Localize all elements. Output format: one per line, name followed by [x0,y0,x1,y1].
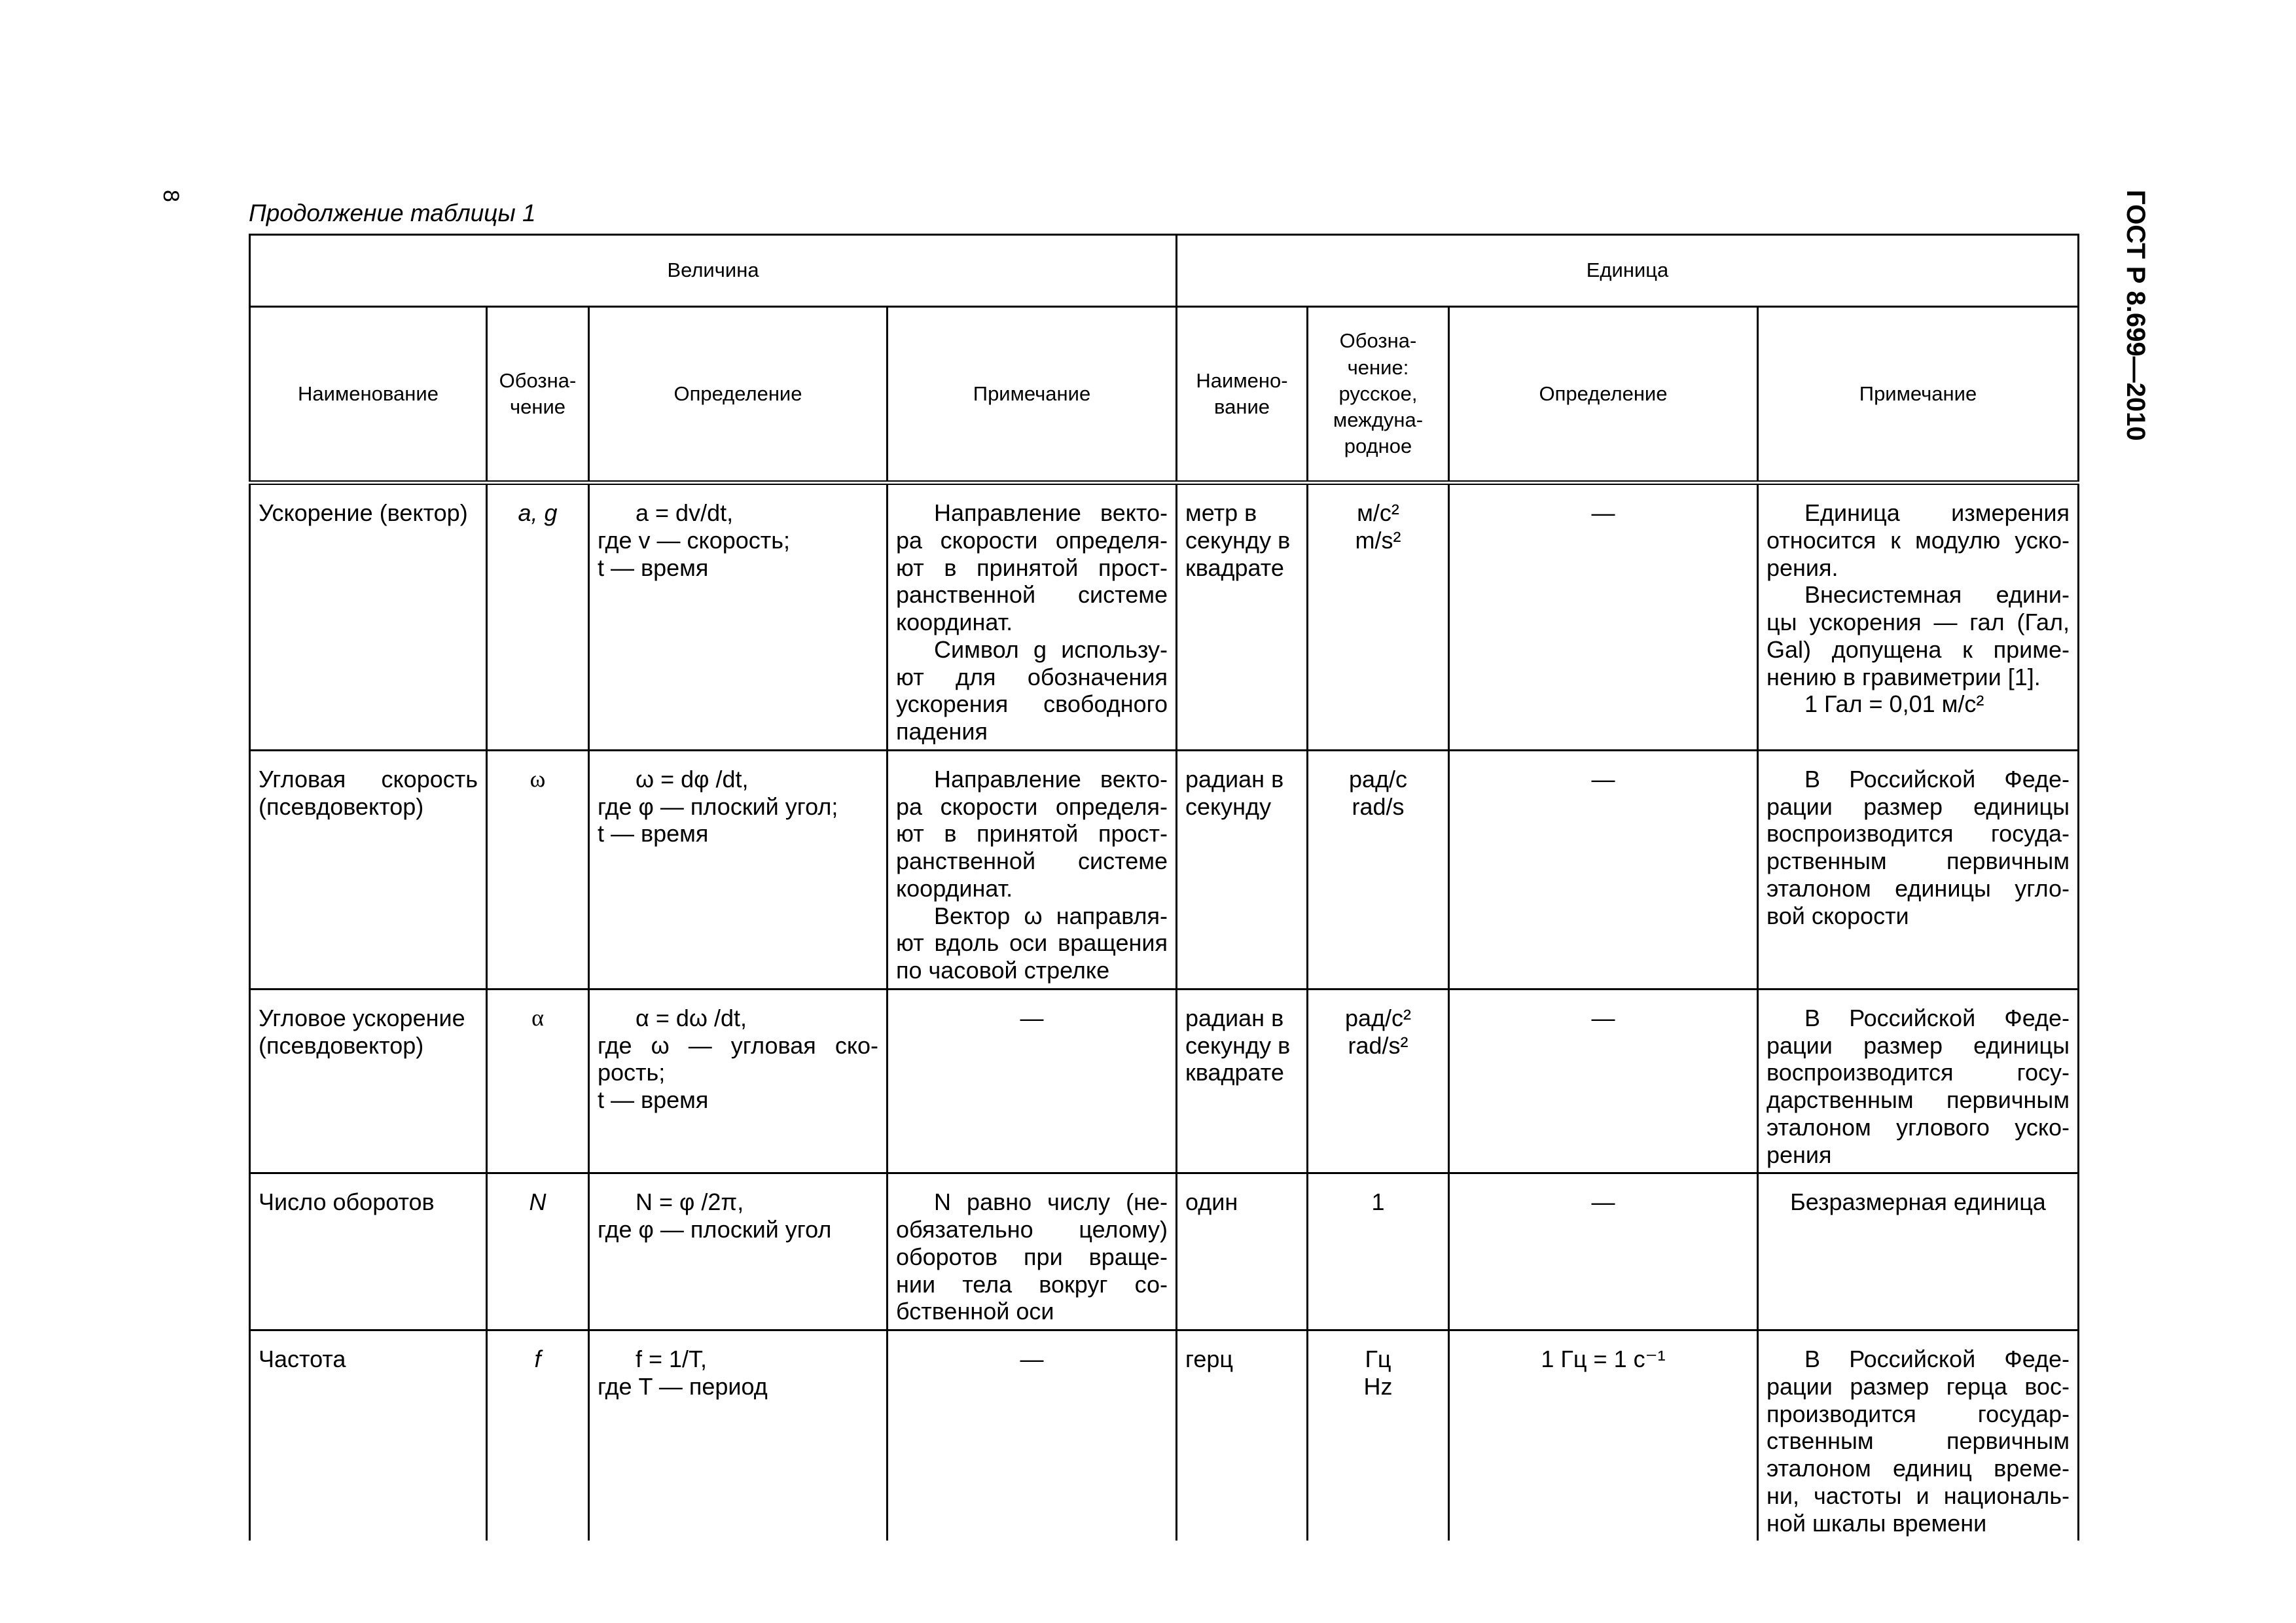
table-row [250,1330,2079,1541]
quantity-symbol: α [531,1004,544,1031]
quantity-note-cell [888,989,1177,1173]
quantity-note-paragraph: Направление векто-ра скорости определя-ют в принятой прост-ранственной системе координат. [896,499,1168,635]
quantity-symbol-cell [487,750,589,989]
definition-formula: α = dω /dt, [636,1004,747,1031]
unit-name: герц [1185,1346,1234,1372]
unit-definition: — [1591,1004,1615,1031]
header-column-row [250,307,2079,483]
page-number: 8 [158,190,183,202]
unit-definition-cell [1449,1173,1758,1330]
unit-note-paragraph: 1 Гал = 0,01 м/с² [1804,690,1984,718]
quantity-name: Ускорение (вектор) [259,499,468,526]
quantity-definition-cell [589,483,888,751]
unit-symbol-russian: Гц [1365,1346,1391,1372]
quantity-note-paragraph: Направление векто-ра скорости определя-ют в принятой прост-ранственной системе координат. [896,765,1168,902]
unit-definition: — [1591,765,1615,793]
unit-note-paragraph: Внесистемная едини-цы ускорения — гал (Гал, Gal) допущена к приме-нению в гравиметрии [1]. [1767,581,2070,690]
unit-symbol-russian: м/с² [1357,499,1399,526]
quantity-name-cell [250,1173,487,1330]
quantity-definition-cell [589,750,888,989]
unit-note-cell [1758,989,2079,1173]
quantity-note-cell [888,1173,1177,1330]
quantity-note-paragraph: N равно числу (не-обязательно целому) оборотов при враще-нии тела вокруг со-бственной оси [896,1188,1168,1325]
definition-formula: a = dv/dt, [636,499,734,526]
quantity-name: Число оборотов [259,1188,435,1216]
unit-name-cell [1177,1330,1308,1541]
quantity-symbol: a, g [518,499,558,526]
unit-symbol-russian: рад/с [1348,765,1408,793]
definition-formula: ω = dφ /dt, [636,765,749,793]
unit-symbol-russian: рад/с² [1344,1004,1412,1031]
unit-note-cell [1758,1330,2079,1541]
table-row [250,989,2079,1173]
unit-name: метр в секунду в квадрате [1185,499,1291,581]
quantity-definition-cell [589,1330,888,1541]
header-unit-symbol: Обозна- чение: русское, междуна- родное [1308,307,1449,483]
quantity-note-paragraph: — [1020,1004,1044,1031]
definition-where: где ω — угловая ско-рость; [598,1031,878,1086]
unit-definition: — [1591,499,1615,526]
header-quantity-definition: Определение [589,307,888,483]
quantity-name-cell [250,989,487,1173]
unit-name-cell [1177,989,1308,1173]
unit-note-cell [1758,750,2079,989]
unit-definition-cell [1449,1330,1758,1541]
quantity-note-cell [888,750,1177,989]
header-quantity-name: Наименование [250,307,487,483]
unit-symbol-cell [1308,1330,1449,1541]
definition-where: где v — скорость; [598,526,791,554]
unit-symbol-cell [1308,1173,1449,1330]
definition-formula: N = φ /2π, [636,1188,744,1216]
unit-name-cell [1177,1173,1308,1330]
unit-name-cell [1177,750,1308,989]
unit-name: один [1185,1188,1238,1216]
quantity-definition-cell [589,989,888,1173]
unit-name-cell [1177,483,1308,751]
unit-symbol-russian: 1 [1371,1188,1385,1216]
quantity-note-cell [888,483,1177,751]
definition-formula: f = 1/T, [636,1346,708,1372]
quantity-name-cell [250,483,487,751]
table-row [250,483,2079,751]
quantity-symbol: f [534,1346,541,1372]
header-quantity-note: Примечание [888,307,1177,483]
quantity-symbol-cell [487,989,589,1173]
header-quantity-group: Величина [250,235,1177,307]
unit-note-paragraph: В Российской Феде-рации размер герца вос-производится государ-ственным первичным эталоном единиц време-ни, частоты и националь-ной шкалы времени [1767,1346,2070,1537]
definition-time: t — время [598,554,709,581]
definition-time: t — время [598,1086,709,1113]
unit-symbol-cell [1308,989,1449,1173]
quantity-note-paragraph: Символ g использу-ют для обозначения ускорения свободного падения [896,635,1168,745]
unit-note-paragraph: Единица измерения относится к модулю уско-рения. [1767,499,2070,581]
quantity-name: Угловая скорость (псевдовектор) [259,765,478,820]
unit-symbol-international: Hz [1363,1372,1393,1400]
unit-note-cell [1758,1173,2079,1330]
header-quantity-symbol: Обозна- чение [487,307,589,483]
unit-name: радиан в секунду [1185,765,1284,820]
units-table [249,234,2079,1541]
unit-definition-cell [1449,483,1758,751]
definition-time: t — время [598,820,709,847]
standard-identifier: ГОСТ Р 8.699—2010 [2121,190,2150,441]
unit-definition: 1 Гц = 1 с⁻¹ [1541,1346,1666,1372]
quantity-name: Угловое ускорение (псевдовектор) [259,1004,465,1059]
definition-where: где φ — плоский угол [598,1216,832,1243]
unit-symbol-cell [1308,483,1449,751]
quantity-symbol: ω [529,765,546,792]
header-unit-group: Единица [1177,235,2079,307]
quantity-symbol-cell [487,483,589,751]
quantity-note-cell [888,1330,1177,1541]
unit-symbol-international: rad/s² [1348,1031,1408,1059]
unit-symbol-international: m/s² [1355,526,1401,554]
table-row [250,1173,2079,1330]
unit-symbol-international: rad/s [1352,793,1405,820]
table-row [250,750,2079,989]
unit-note-paragraph: В Российской Феде-рации размер единицы воспроизводится госу-дарственным первичным эталоном углового уско-рения [1767,1004,2070,1168]
quantity-symbol: N [529,1188,547,1216]
table-caption: Продолжение таблицы 1 [249,200,536,226]
quantity-definition-cell [589,1173,888,1330]
unit-definition: — [1591,1188,1615,1216]
unit-note-paragraph: В Российской Феде-рации размер единицы воспроизводится госуда-рственным первичным эталоном единицы угло-вой скорости [1767,765,2070,929]
definition-where: где φ — плоский угол; [598,793,838,820]
header-unit-name: Наимено- вание [1177,307,1308,483]
unit-definition-cell [1449,750,1758,989]
quantity-note-paragraph: Вектор ω направля-ют вдоль оси вращения по часовой стрелке [896,902,1168,984]
unit-symbol-cell [1308,750,1449,989]
unit-note-paragraph: Безразмерная единица [1790,1188,2046,1216]
header-group-row [250,235,2079,307]
quantity-name-cell [250,1330,487,1541]
quantity-note-paragraph: — [1020,1346,1044,1372]
quantity-symbol-cell [487,1173,589,1330]
unit-definition-cell [1449,989,1758,1173]
quantity-name-cell [250,750,487,989]
header-unit-definition: Определение [1449,307,1758,483]
quantity-name: Частота [259,1346,346,1372]
unit-note-cell [1758,483,2079,751]
quantity-symbol-cell [487,1330,589,1541]
definition-where: где T — период [598,1372,768,1400]
header-unit-note: Примечание [1758,307,2079,483]
unit-name: радиан в секунду в квадрате [1185,1004,1291,1086]
